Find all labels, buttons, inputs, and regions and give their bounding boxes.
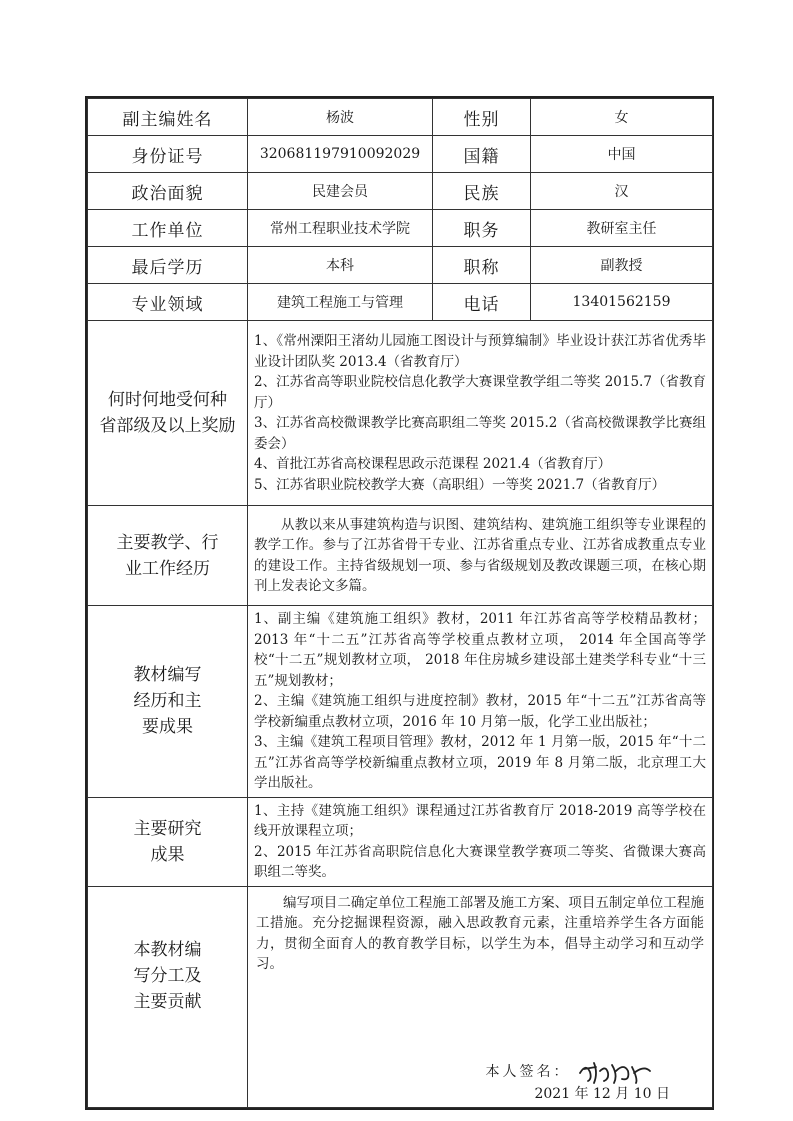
handwritten-signature (578, 1059, 652, 1085)
field-value: 13401562159 (531, 284, 713, 321)
label-line: 写分工及 (133, 965, 202, 986)
table-row (88, 136, 713, 173)
label-line: 主要教学、行 (116, 532, 219, 553)
experience-row (88, 506, 713, 606)
contribution-row (88, 886, 713, 1107)
label-line: 本教材编 (133, 939, 202, 960)
awards-content (248, 321, 713, 506)
paragraph: 编写项目二确定单位工程施工部署及施工方案、项目五制定单位工程施工措施。充分挖掘课程资源，融入思政教育元素，注重培养学生各方面能力，贯彻全面育人的教育教学目标，以学生为本，倡导主动学习和互动学习。 (256, 894, 704, 972)
list-item: 1、《常州溧阳王渚幼儿园施工图设计与预算编制》毕业设计获江苏省优秀毕业设计团队奖 2013.4（省教育厅） (254, 333, 706, 370)
field-value: 杨波 (248, 99, 433, 136)
field-value: 女 (531, 99, 713, 136)
field-label: 国籍 (433, 136, 531, 173)
field-value: 建筑工程施工与管理 (248, 284, 433, 321)
field-label: 电话 (433, 284, 531, 321)
table-row (88, 210, 713, 247)
research-content (248, 797, 713, 886)
experience-content (248, 506, 713, 606)
table-row (88, 99, 713, 136)
list-item: 2、江苏省高等职业院校信息化教学大赛课堂教学组二等奖 2015.7（省教育厅） (254, 374, 706, 411)
contribution-content (248, 886, 713, 1107)
research-row (88, 797, 713, 886)
contribution-box (248, 887, 712, 1107)
signature-date: 2021 年 12 月 10 日 (534, 1085, 670, 1102)
label-line: 省部级及以上奖励 (99, 416, 236, 436)
list-item: 2、2015 年江苏省高职院信息化大赛课堂教学赛项二等奖、省微课大赛高职组二等奖。 (254, 843, 706, 880)
label-line: 主要研究 (133, 818, 202, 839)
label-line: 成果 (150, 844, 185, 865)
label-line: 业工作经历 (125, 558, 210, 579)
field-value: 汉 (531, 173, 713, 210)
list-item: 3、江苏省高校微课教学比赛高职组二等奖 2015.2（省高校微课教学比赛组委会） (254, 415, 706, 452)
field-label: 性别 (433, 99, 531, 136)
field-label: 专业领域 (88, 284, 248, 321)
list-item: 1、主持《建筑施工组织》课程通过江苏省教育厅 2018-2019 高等学校在线开放课程立项； (254, 802, 706, 839)
label-line: 要成果 (142, 717, 193, 738)
field-label: 民族 (433, 173, 531, 210)
textbooks-content (248, 606, 713, 798)
field-value: 教研室主任 (531, 210, 713, 247)
info-table (87, 98, 713, 1108)
list-item: 1、副主编《建筑施工组织》教材，2011 年江苏省高等学校精品教材；2013 年“十二五”江苏省高等学校重点教材立项， 2014 年全国高等学校“十二五”规划教材立项， 2018 年住房城乡建设部土建类学科专业“十三五”规划教材； (254, 611, 706, 689)
experience-label (88, 506, 248, 606)
field-label: 工作单位 (88, 210, 248, 247)
table-row (88, 284, 713, 321)
table-row (88, 173, 713, 210)
field-value: 副教授 (531, 247, 713, 284)
textbooks-label (88, 606, 248, 798)
field-label: 身份证号 (88, 136, 248, 173)
field-value: 中国 (531, 136, 713, 173)
info-form (85, 96, 714, 1110)
field-label: 职务 (433, 210, 531, 247)
paragraph: 从教以来从事建筑构造与识图、建筑结构、建筑施工组织等专业课程的教学工作。参与了江苏省骨干专业、江苏省重点专业、江苏省成教重点专业的建设工作。主持省级规划一项、参与省级规划及教改课题三项，在核心期刊上发表论文多篇。 (254, 516, 706, 594)
awards-label (88, 321, 248, 506)
field-label: 政治面貌 (88, 173, 248, 210)
field-value: 320681197910092029 (248, 136, 433, 173)
awards-row (88, 321, 713, 506)
list-item: 2、主编《建筑施工组织与进度控制》教材，2015 年“十二五”江苏省高等学校新编重点教材立项，2016 年 10 月第一版，化学工业出版社； (254, 693, 706, 730)
textbooks-row (88, 606, 713, 798)
signature-label: 本人签名： (485, 1063, 571, 1080)
field-value: 常州工程职业技术学院 (248, 210, 433, 247)
label-line: 何时何地受何种 (108, 390, 227, 410)
label-line: 经历和主 (133, 691, 202, 712)
label-line: 主要贡献 (133, 991, 202, 1012)
list-item: 5、江苏省职业院校教学大赛（高职组）一等奖 2021.7（省教育厅） (254, 476, 666, 493)
table-row (88, 247, 713, 284)
field-label: 最后学历 (88, 247, 248, 284)
research-label (88, 797, 248, 886)
list-item: 3、主编《建筑工程项目管理》教材，2012 年 1 月第一版，2015 年“十二五”江苏省高等学校新编重点教材立项，2019 年 8 月第二版，北京理工大学出版社。 (254, 734, 706, 791)
contribution-label (88, 886, 248, 1107)
field-value: 本科 (248, 247, 433, 284)
label-line: 教材编写 (133, 665, 202, 686)
field-value: 民建会员 (248, 173, 433, 210)
signature-line (486, 1059, 652, 1085)
list-item: 4、首批江苏省高校课程思政示范课程 2021.4（省教育厅） (254, 456, 612, 472)
field-label: 副主编姓名 (88, 99, 248, 136)
field-label: 职称 (433, 247, 531, 284)
